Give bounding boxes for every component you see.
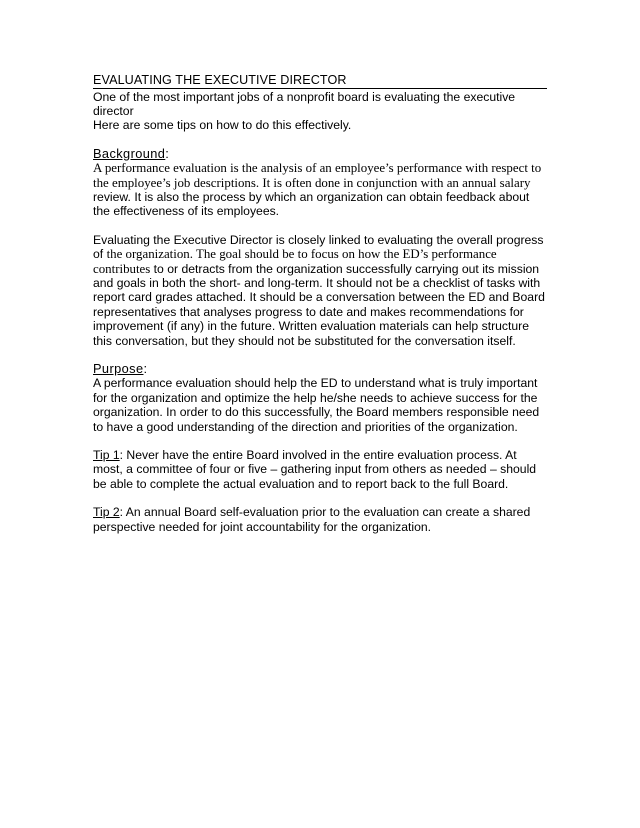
intro-paragraph xyxy=(93,90,547,133)
purpose-heading xyxy=(93,362,147,376)
tip-1-text: : Never have the entire Board involved in the entire evaluation process. At most, a committee of four or five – gathering input from others as needed – should be able to complete the actual evaluation and to report back to the full Board. xyxy=(93,448,537,491)
purpose-heading-colon: : xyxy=(143,361,148,376)
background-p2-b: to or detracts from the organization successfully carrying out its mission and goals in both the short- and long-term. It should not be a checklist of tasks with report card grades attached. It should be a conversation between the ED and Board representatives that analyses progress to date and makes recommendations for improvement (if any) in the future. Written evaluation materials can help structure this conversation, but they should not be substituted for the conversation itself. xyxy=(93,261,545,348)
background-p2-serif: the organization. The goal should be to focus on how the ED’s performance contributes xyxy=(93,247,497,276)
tip-2-label: Tip 2 xyxy=(93,505,120,520)
background-section xyxy=(93,147,547,348)
intro-line-2: Here are some tips on how to do this effectively. xyxy=(93,118,352,133)
tip-2 xyxy=(93,505,547,534)
intro-line-1: One of the most important jobs of a nonprofit board is evaluating the executive director xyxy=(93,89,516,118)
tip-1-label: Tip 1 xyxy=(93,448,120,463)
background-p2-a: Evaluating the Executive Director is closely linked to evaluating the overall progress of xyxy=(93,232,544,262)
tip-2-text: : An annual Board self-evaluation prior to the evaluation can create a shared perspective needed for joint accountability for the organization. xyxy=(93,505,531,534)
background-paragraph-1 xyxy=(93,161,547,219)
purpose-heading-text: Purpose xyxy=(93,361,144,376)
background-heading-colon: : xyxy=(165,145,170,161)
tip-1 xyxy=(93,448,547,491)
purpose-paragraph: A performance evaluation should help the ED to understand what is truly important for the organization and optimize the help he/she needs to achieve success for the organization. In order to do this successfully, the Board members responsible need to have a good understanding of the direction and priorities of the organization. xyxy=(93,376,540,434)
background-p1-serif: A performance evaluation is the analysis of an employee’s performance with respect to the employee’s job descriptions. It is often done in conjunction with an annual salary xyxy=(93,161,542,190)
document-title: EVALUATING THE EXECUTIVE DIRECTOR xyxy=(93,74,547,89)
background-heading xyxy=(93,147,169,161)
document-page xyxy=(93,74,547,534)
background-heading-text: Background xyxy=(93,145,166,161)
background-p1-sans: review. It is also the process by which an organization can obtain feedback about the effectiveness of its employees. xyxy=(93,189,530,219)
background-paragraph-2 xyxy=(93,233,547,348)
purpose-section xyxy=(93,362,547,434)
